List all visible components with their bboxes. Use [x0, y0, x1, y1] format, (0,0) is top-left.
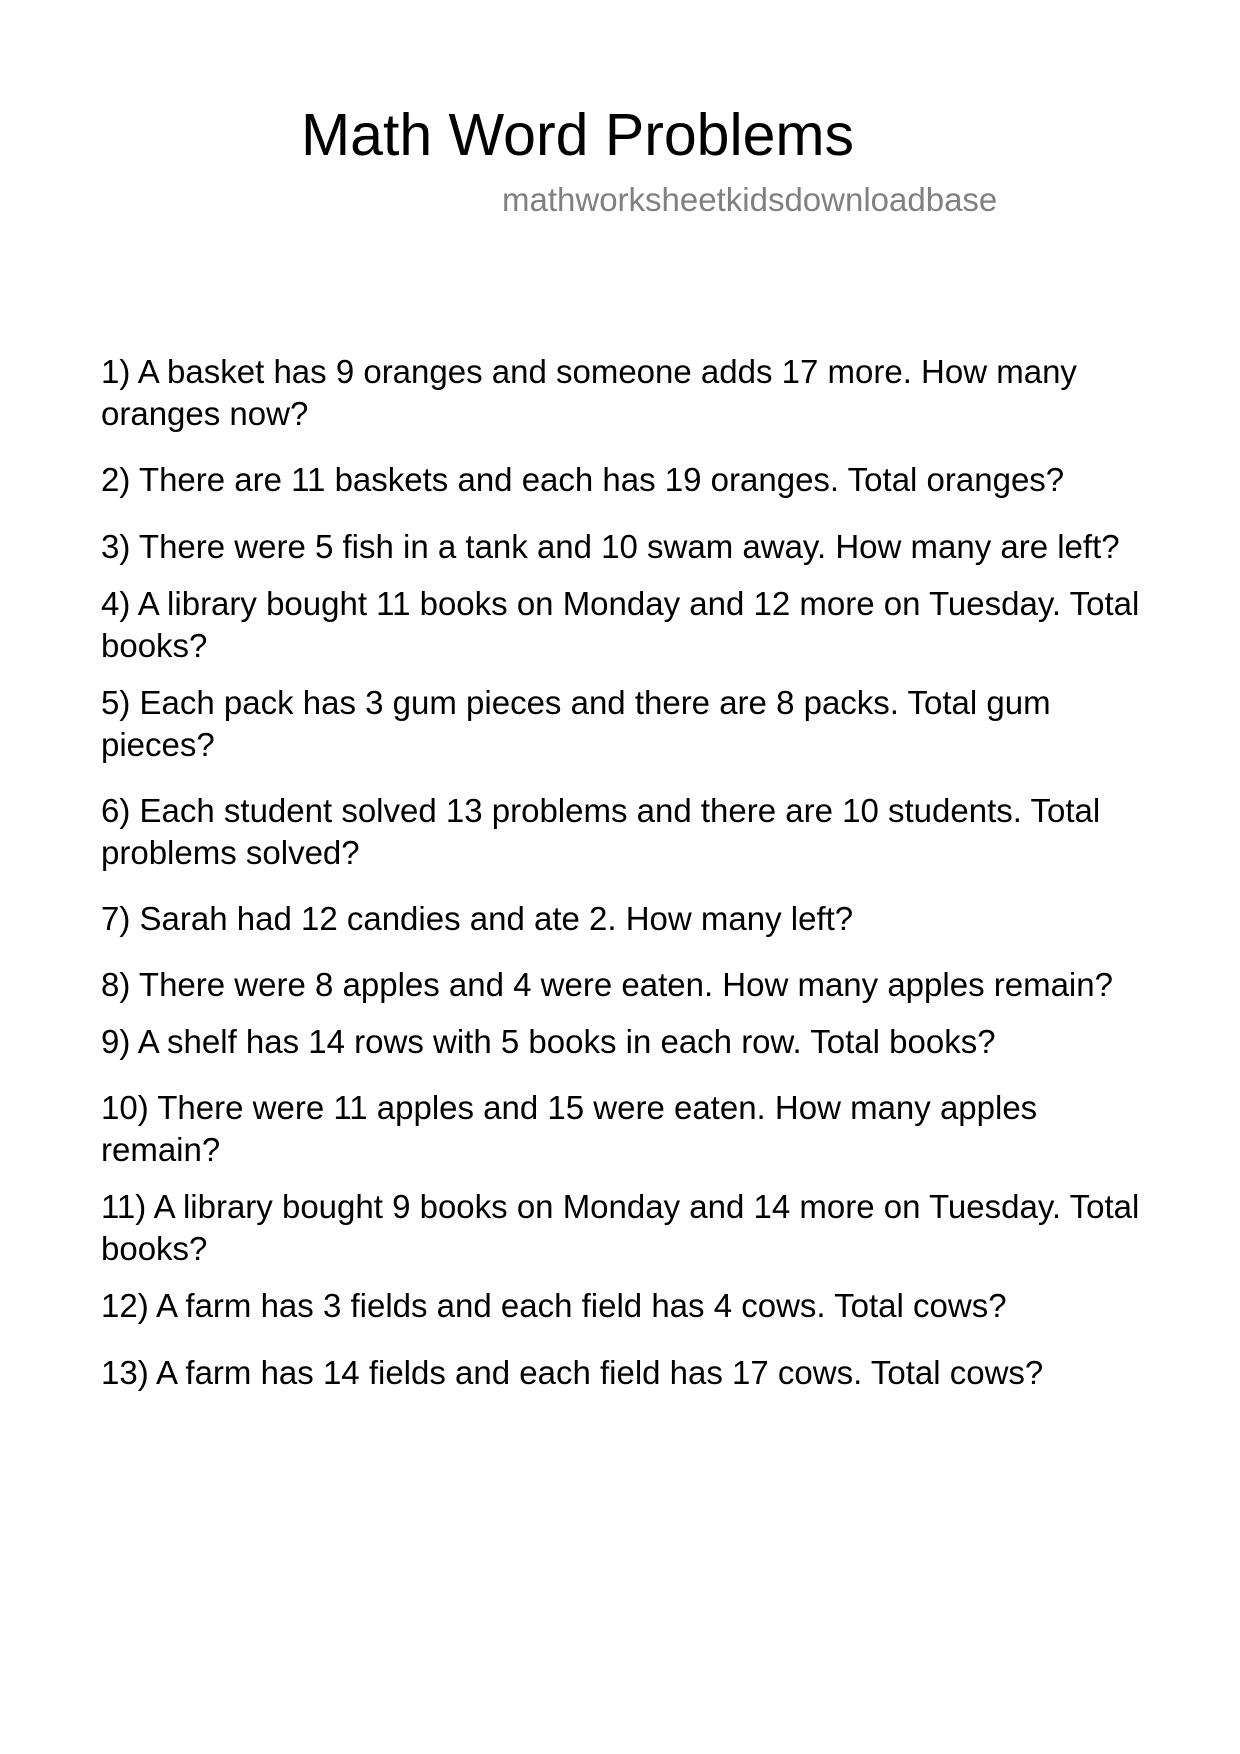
problem-item: 1) A basket has 9 oranges and someone adds 17 more. How many oranges now? [101, 353, 1077, 432]
problem-item: 13) A farm has 14 fields and each field has 17 cows. Total cows? [101, 1354, 1044, 1391]
problem-list [101, 351, 1151, 1394]
page-title: Math Word Problems [301, 102, 855, 168]
problem-item: 3) There were 5 fish in a tank and 10 swam away. How many are left? [101, 528, 1120, 565]
problem-item: 5) Each pack has 3 gum pieces and there are 8 packs. Total gum pieces? [101, 684, 1051, 763]
page-subtitle: mathworksheetkidsdownloadbase [502, 181, 998, 218]
problem-item: 9) A shelf has 14 rows with 5 books in each row. Total books? [101, 1023, 996, 1060]
problem-item: 12) A farm has 3 fields and each field has 4 cows. Total cows? [101, 1287, 1007, 1324]
problem-item: 6) Each student solved 13 problems and there are 10 students. Total problems solved? [101, 792, 1101, 871]
problem-item: 10) There were 11 apples and 15 were eaten. How many apples remain? [101, 1089, 1038, 1168]
problem-item: 2) There are 11 baskets and each has 19 oranges. Total oranges? [101, 461, 1065, 498]
problem-item: 4) A library bought 11 books on Monday and 12 more on Tuesday. Total books? [101, 585, 1140, 664]
problem-item: 11) A library bought 9 books on Monday and 14 more on Tuesday. Total books? [101, 1188, 1140, 1267]
problem-item: 8) There were 8 apples and 4 were eaten. How many apples remain? [101, 966, 1113, 1003]
problem-item: 7) Sarah had 12 candies and ate 2. How many left? [101, 900, 854, 937]
